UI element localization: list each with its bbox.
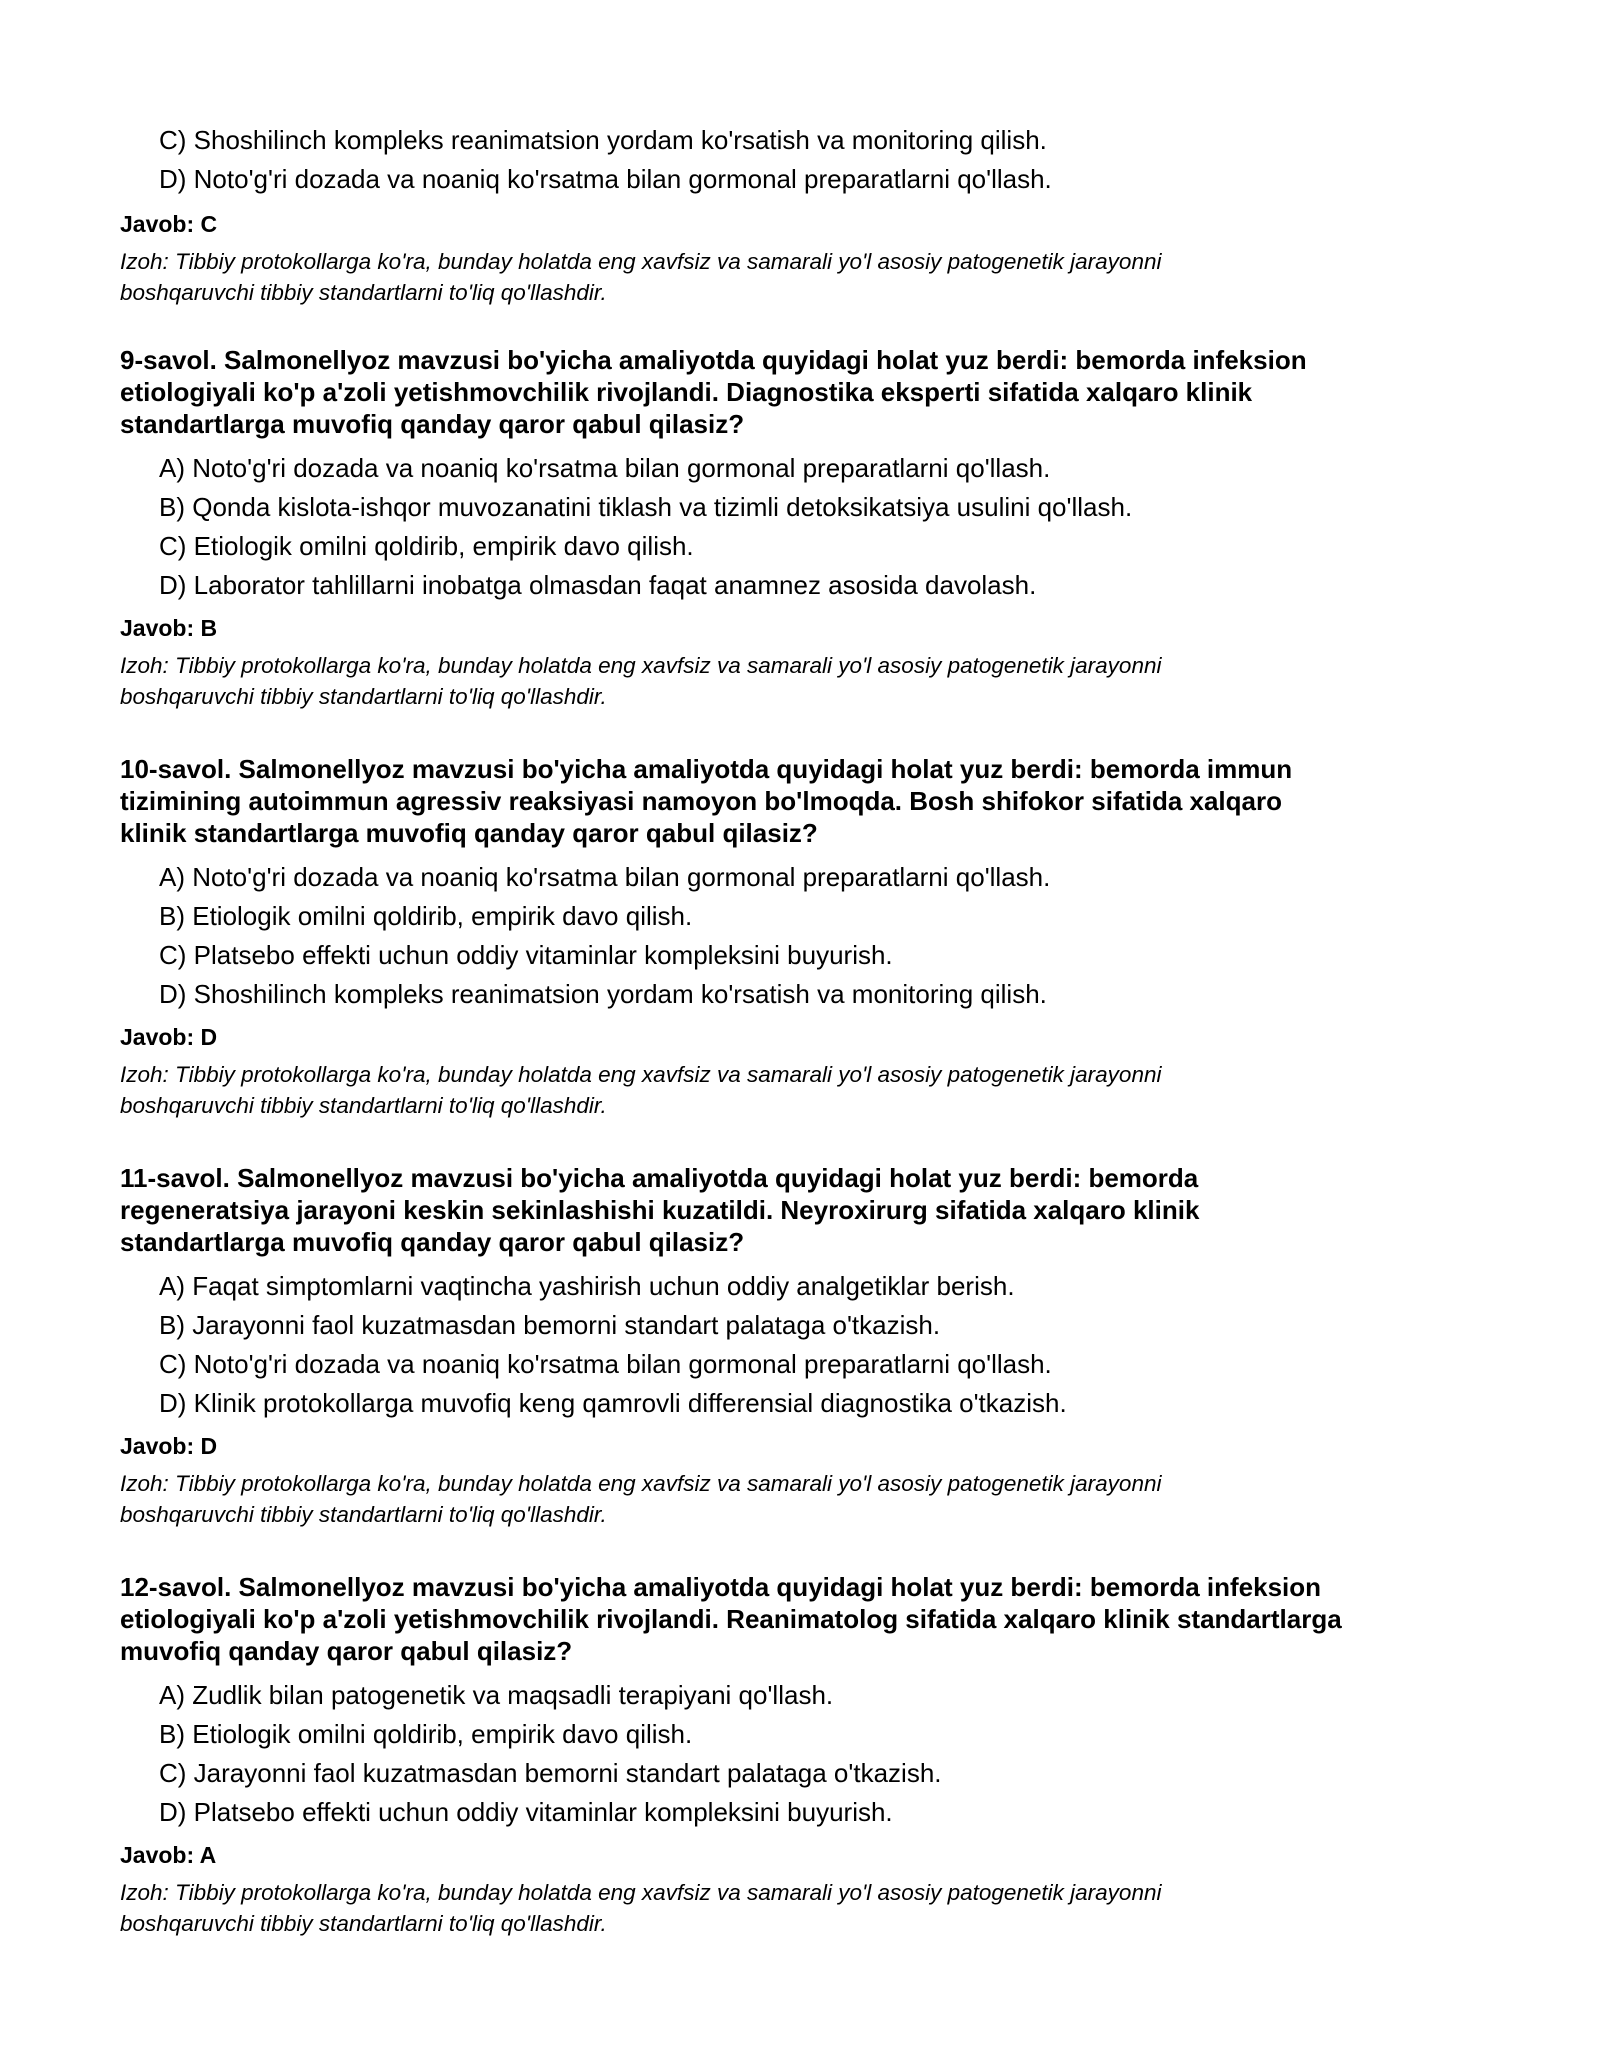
question-text	[120, 1162, 1490, 1258]
question-block-9	[120, 344, 1490, 712]
answer-label: Javob: D	[120, 1024, 218, 1050]
question-text	[120, 753, 1490, 849]
options-list	[159, 858, 1490, 1014]
question-line: 10-savol. Salmonellyoz mavzusi bo'yicha amaliyotda quyidagi holat yuz berdi: bemorda immun	[120, 754, 1293, 784]
question-line: etiologiyali ko'p a'zoli yetishmovchilik rivojlandi. Reanimatolog sifatida xalqaro klinik standartlarga	[120, 1604, 1342, 1634]
answer-label: Javob: C	[120, 211, 218, 237]
option-c: C) Noto'g'ri dozada va noaniq ko'rsatma bilan gormonal preparatlarni qo'llash.	[159, 1349, 1052, 1379]
explanation-note	[120, 1877, 1370, 1939]
option-a: A) Noto'g'ri dozada va noaniq ko'rsatma bilan gormonal preparatlarni qo'llash.	[159, 862, 1051, 892]
option-b: B) Etiologik omilni qoldirib, empirik davo qilish.	[159, 1719, 693, 1749]
option-a: A) Zudlik bilan patogenetik va maqsadli terapiyani qo'llash.	[159, 1680, 834, 1710]
carryover-answer-block	[120, 201, 1490, 308]
option-c: C) Platsebo effekti uchun oddiy vitaminlar kompleksini buyurish.	[159, 940, 893, 970]
carryover-options	[159, 121, 1459, 199]
explanation-note	[120, 650, 1370, 712]
option-c: C) Etiologik omilni qoldirib, empirik davo qilish.	[159, 531, 694, 561]
answer-label: Javob: D	[120, 1433, 218, 1459]
option-c: C) Shoshilinch kompleks reanimatsion yordam ko'rsatish va monitoring qilish.	[159, 125, 1047, 155]
answer-label: Javob: B	[120, 615, 218, 641]
options-list	[159, 1267, 1490, 1423]
options-list	[159, 1676, 1490, 1832]
question-line: 9-savol. Salmonellyoz mavzusi bo'yicha amaliyotda quyidagi holat yuz berdi: bemorda infeksion	[120, 345, 1307, 375]
question-block-11	[120, 1162, 1490, 1530]
note-line: boshqaruvchi tibbiy standartlarni to'liq qo'llashdir.	[120, 1911, 607, 1936]
options-list	[159, 449, 1490, 605]
question-text	[120, 1571, 1490, 1667]
question-line: tizimining autoimmun agressiv reaksiyasi namoyon bo'lmoqda. Bosh shifokor sifatida xalqaro	[120, 786, 1283, 816]
option-b: B) Jarayonni faol kuzatmasdan bemorni standart palataga o'tkazish.	[159, 1310, 941, 1340]
note-line: Izoh: Tibbiy protokollarga ko'ra, bunday holatda eng xavfsiz va samarali yo'l asosiy patogenetik jarayonni	[120, 653, 1162, 678]
explanation-note	[120, 1468, 1370, 1530]
option-d: D) Shoshilinch kompleks reanimatsion yordam ko'rsatish va monitoring qilish.	[159, 979, 1047, 1009]
option-d: D) Klinik protokollarga muvofiq keng qamrovli differensial diagnostika o'tkazish.	[159, 1388, 1067, 1418]
note-line: Izoh: Tibbiy protokollarga ko'ra, bunday holatda eng xavfsiz va samarali yo'l asosiy patogenetik jarayonni	[120, 1880, 1162, 1905]
option-c: C) Jarayonni faol kuzatmasdan bemorni standart palataga o'tkazish.	[159, 1758, 942, 1788]
note-line: Izoh: Tibbiy protokollarga ko'ra, bunday holatda eng xavfsiz va samarali yo'l asosiy patogenetik jarayonni	[120, 249, 1162, 274]
question-line: etiologiyali ko'p a'zoli yetishmovchilik rivojlandi. Diagnostika eksperti sifatida xalqaro klinik	[120, 377, 1253, 407]
note-line: boshqaruvchi tibbiy standartlarni to'liq qo'llashdir.	[120, 1093, 607, 1118]
question-line: standartlarga muvofiq qanday qaror qabul qilasiz?	[120, 409, 745, 439]
question-line: 12-savol. Salmonellyoz mavzusi bo'yicha amaliyotda quyidagi holat yuz berdi: bemorda infeksion	[120, 1572, 1322, 1602]
question-line: 11-savol. Salmonellyoz mavzusi bo'yicha amaliyotda quyidagi holat yuz berdi: bemorda	[120, 1163, 1199, 1193]
option-b: B) Etiologik omilni qoldirib, empirik davo qilish.	[159, 901, 693, 931]
question-text	[120, 344, 1490, 440]
note-line: Izoh: Tibbiy protokollarga ko'ra, bunday holatda eng xavfsiz va samarali yo'l asosiy patogenetik jarayonni	[120, 1471, 1162, 1496]
question-line: klinik standartlarga muvofiq qanday qaror qabul qilasiz?	[120, 818, 818, 848]
note-line: boshqaruvchi tibbiy standartlarni to'liq qo'llashdir.	[120, 684, 607, 709]
option-a: A) Noto'g'ri dozada va noaniq ko'rsatma bilan gormonal preparatlarni qo'llash.	[159, 453, 1051, 483]
option-d: D) Laborator tahlillarni inobatga olmasdan faqat anamnez asosida davolash.	[159, 570, 1037, 600]
question-line: regeneratsiya jarayoni keskin sekinlashishi kuzatildi. Neyroxirurg sifatida xalqaro klinik	[120, 1195, 1200, 1225]
option-b: B) Qonda kislota-ishqor muvozanatini tiklash va tizimli detoksikatsiya usulini qo'llash.	[159, 492, 1133, 522]
option-d: D) Noto'g'ri dozada va noaniq ko'rsatma bilan gormonal preparatlarni qo'llash.	[159, 164, 1052, 194]
note-line: Izoh: Tibbiy protokollarga ko'ra, bunday holatda eng xavfsiz va samarali yo'l asosiy patogenetik jarayonni	[120, 1062, 1162, 1087]
question-block-10	[120, 753, 1490, 1121]
question-line: muvofiq qanday qaror qabul qilasiz?	[120, 1636, 573, 1666]
explanation-note	[120, 246, 1370, 308]
note-line: boshqaruvchi tibbiy standartlarni to'liq qo'llashdir.	[120, 1502, 607, 1527]
answer-label: Javob: A	[120, 1842, 217, 1868]
note-line: boshqaruvchi tibbiy standartlarni to'liq qo'llashdir.	[120, 280, 607, 305]
option-a: A) Faqat simptomlarni vaqtincha yashirish uchun oddiy analgetiklar berish.	[159, 1271, 1015, 1301]
question-line: standartlarga muvofiq qanday qaror qabul qilasiz?	[120, 1227, 745, 1257]
option-d: D) Platsebo effekti uchun oddiy vitaminlar kompleksini buyurish.	[159, 1797, 893, 1827]
question-block-12	[120, 1571, 1490, 1939]
explanation-note	[120, 1059, 1370, 1121]
